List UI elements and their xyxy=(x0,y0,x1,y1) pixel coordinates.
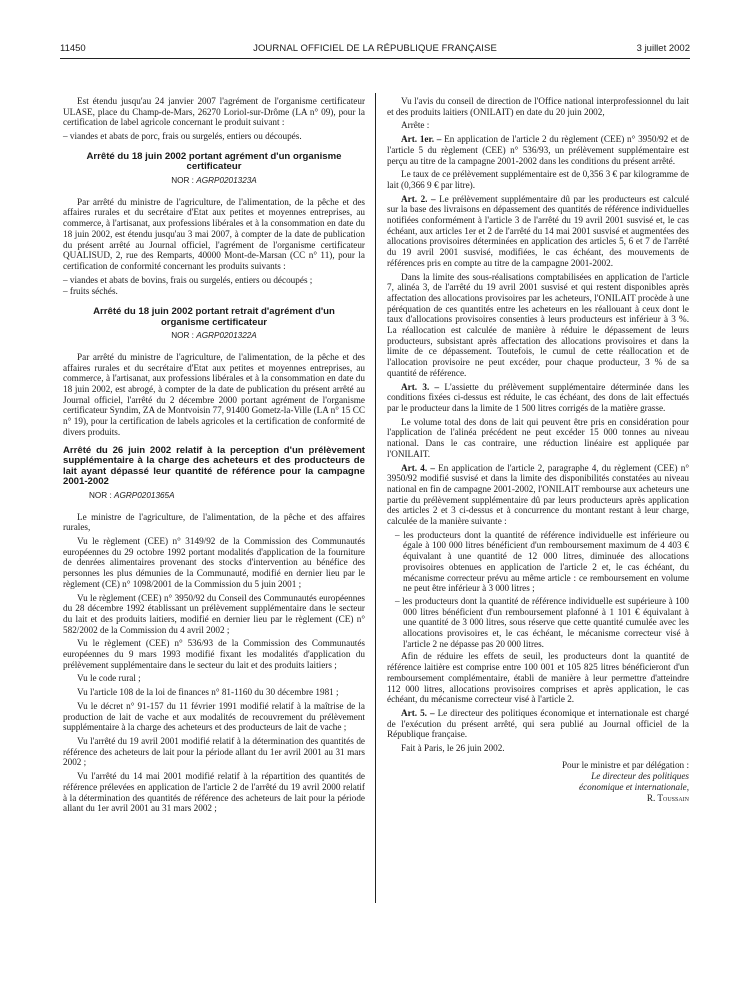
left-column xyxy=(63,96,365,817)
article-paragraph: Le volume total des dons de lait qui peuvent être pris en considération pour l'application de l'alinéa précédent ne peut excéder 15 000 tonnes au niveau national. Dans le cas contraire, une réduction linéaire est appliquée par l'ONILAIT. xyxy=(387,416,689,459)
decree-title: Arrêté du 18 juin 2002 portant retrait d'agrément d'un organisme certificateur xyxy=(93,306,335,328)
product-list-item: – fruits séchés. xyxy=(63,286,118,297)
page-header xyxy=(60,43,690,57)
article-4: Art. 4. – En application de l'article 2, paragraphe 4, du règlement (CEE) n° 3950/92 modifié susvisé et dans la limite des disponibilités constatées au niveau national en fin de campagne 2001-2002, l'ONILAIT rembourse aux acheteurs une partie du prélèvement supplémentaire dû par leurs producteurs après application des articles 2 et 3 ci-dessus et à concurrence du montant restant à leur charge, calculée de la manière suivante : xyxy=(387,462,689,527)
page-number: 11450 xyxy=(60,43,86,54)
citation-paragraph: Vu l'article 108 de la loi de finances n° 81-1160 du 30 décembre 1981 ; xyxy=(77,687,339,698)
decree-body: Par arrêté du ministre de l'agriculture, de l'alimentation, de la pêche et des affaires rurales et du secrétaire d'Etat aux petites et moyennes entreprises, au commerce, à l'artisanat, aux professions libérales et à la consommation en date du 18 juin 2002, est abrogé, à compter de la date de publication du présent arrêté au Journal officiel, l'arrêté du 2 décembre 2000 portant agrément de l'organisme certificateur Syndim, ZA de Montvoisin 77, 91400 Gometz-la-Ville (LA n° 15 CC n° 19), pour la certification de labels agricoles et la certification de conformité de divers produits. xyxy=(63,351,365,437)
signature-delegation: Pour le ministre et par délégation : xyxy=(561,759,689,770)
citation-paragraph: Vu le décret n° 91-157 du 11 février 1991 modifié relatif à la maîtrise de la production de lait de vache et aux modalités de recouvrement du prélèvement supplémentaire à la charge des acheteurs et des producteurs de lait de vache ; xyxy=(63,700,365,733)
citation-paragraph: Vu l'arrêté du 19 avril 2001 modifié relatif à la détermination des quantités de référence des acheteurs de lait pour la période allant du 1er avril 2001 au 31 mars 2002 ; xyxy=(63,735,365,768)
journal-title: JOURNAL OFFICIEL DE LA RÉPUBLIQUE FRANÇAISE xyxy=(253,43,497,54)
article-paragraph: Afin de réduire les effets de seuil, les producteurs dont la quantité de référence laitière est comprise entre 100 001 et 105 825 litres bénéficieront d'un remboursement complémentaire, établi de manière à leur permettre d'atteindre 112 000 litres, allocations provisoires comprises et après application, le cas échéant, du mécanisme correcteur visé à l'article 2. xyxy=(387,651,689,705)
decree-title: Arrêté du 26 juin 2002 relatif à la perception d'un prélèvement supplémentaire à la charge des acheteurs et des producteurs de lait ayant dépassé leur quantité de référence pour la campagne 2001-2002 xyxy=(63,444,365,488)
signature-block xyxy=(387,760,689,804)
citation-paragraph: Vu l'avis du conseil de direction de l'Office national interprofessionnel du lait et des produits laitiers (ONILAIT) en date du 20 juin 2002, xyxy=(387,96,689,117)
article-list-item: – les producteurs dont la quantité de référence individuelle est inférieure ou égale à 100 000 litres bénéficient d'un remboursement maximum de 4 403 € équivalant à une quantité de 12 000 litres, diminuée des allocations provisoires obtenues en application de l'article 2 et, le cas échéant, du mécanisme correcteur prévu au même article : ce remboursement en volume ne peut être inférieur à 3 000 litres ; xyxy=(395,529,689,594)
issue-date: 3 juillet 2002 xyxy=(636,43,690,54)
preamble-paragraph: Le ministre de l'agriculture, de l'alimentation, de la pêche et des affaires rurales, xyxy=(63,511,365,533)
article-3: Art. 3. – L'assiette du prélèvement supplémentaire déterminée dans les conditions fixées ci-dessus est réduite, le cas échéant, des dons de lait effectués par le producteur dans la limite de 1 500 litres corrigés de la matière grasse. xyxy=(387,381,689,413)
citation-paragraph: Vu le règlement (CEE) n° 3950/92 du Conseil des Communautés européennes du 28 décembre 1992 établissant un prélèvement supplémentaire dans le secteur du lait et des produits laitiers, modifié en dernier lieu par le règlement (CE) n° 582/2002 de la Commission du 4 avril 2002 ; xyxy=(63,592,365,635)
nor-reference: NOR : AGRP0201365A xyxy=(89,490,175,500)
header-rule xyxy=(60,58,690,59)
citation-paragraph: Vu l'arrêté du 14 mai 2001 modifié relatif à la répartition des quantités de référence prélevées en application de l'article 2 de l'arrêté du 19 avril 2000 relatif à la détermination des quantités de référence des acheteurs de lait pour la période allant du 1er avril 2001 au 31 mars 2002 ; xyxy=(63,771,365,814)
decree-body: Par arrêté du ministre de l'agriculture, de l'alimentation, de la pêche et des affaires rurales et du secrétaire d'Etat aux petites et moyennes entreprises, au commerce, à l'artisanat, aux professions libérales et à la consommation en date du 18 juin 2002, est étendu jusqu'au 3 mai 2007, à compter de la date de publication du présent arrêté au Journal officiel, l'agrément de l'organisme certificateur QUALISUD, 2, rue des Remparts, 40000 Mont-de-Marsan (CC n° 11), pour la certification de conformité concernant les produits suivants : xyxy=(63,196,365,271)
article-paragraph: Dans la limite des sous-réalisations comptabilisées en application de l'article 7, alinéa 3, de l'arrêté du 19 avril 2001 susvisé et qui restent disponibles après affectation des allocations provisoires par les acheteurs, l'ONILAIT procède à une péréquation de ces quantités entre les acheteurs en les réallouant à ceux dont le taux d'allocations provisoires consenties à leurs producteurs est inférieur à 3 %. La réallocation est calculée de manière à réduire le dépassement de leurs producteurs, subsistant après affectation des allocations provisoires et dans la limite de ce dépassement. Toutefois, le cumul de cette réallocation et de l'allocation provisoire ne peut excéder, pour chaque producteur, 3 % de sa quantité de référence. xyxy=(387,271,689,378)
citation-paragraph: Vu le règlement (CEE) n° 536/93 de la Commission des Communautés européennes du 9 mars 1993 modifié fixant les modalités d'application du prélèvement supplémentaire dans le secteur du lait et des produits laitiers ; xyxy=(63,638,365,670)
right-column xyxy=(387,96,689,804)
nor-reference: NOR : AGRP0201322A xyxy=(171,331,257,341)
arrete-heading: Arrête : xyxy=(401,120,430,131)
article-5: Art. 5. – Le directeur des politiques économique et internationale est chargé de l'exécution du présent arrêté, qui sera publié au Journal officiel de la République française. xyxy=(387,707,689,740)
intro-paragraph: Est étendu jusqu'au 24 janvier 2007 l'agrément de l'organisme certificateur ULASE, place du Champ-de-Mars, 26270 Loriol-sur-Drôme (LA n° 09), pour la certification de label agricole concernant le produit suivant : xyxy=(63,96,365,128)
article-1: Art. 1er. – En application de l'article 2 du règlement (CEE) n° 3950/92 et de l'article 5 du règlement (CEE) n° 536/93, un prélèvement supplémentaire est perçu au titre de la campagne 2001-2002 dans les conditions du présent arrêté. xyxy=(387,134,689,166)
citation-paragraph: Vu le règlement (CEE) n° 3149/92 de la Commission des Communautés européennes du 29 octobre 1992 portant modalités d'application de la fourniture de denrées alimentaires provenant des stocks d'intervention au bénéfice des personnes les plus démunies de la Communauté, modifié en dernier lieu par le règlement (CE) n° 1098/2001 de la Commission du 5 juin 2001 ; xyxy=(63,536,365,589)
column-divider xyxy=(375,93,376,903)
signatory-name: R. Toussain xyxy=(646,792,689,803)
article-list-item: – les producteurs dont la quantité de référence individuelle est supérieure à 100 000 litres bénéficient d'un remboursement plafonné à 1 101 € équivalant à une quantité de 3 000 litres, sous réserve que cette quantité cumulée avec les allocations provisoires et, le cas échéant, le mécanisme correcteur visé à l'article 2 ne dépasse pas 20 000 litres. xyxy=(395,595,689,649)
article-paragraph: Le taux de ce prélèvement supplémentaire est de 0,356 3 € par kilogramme de lait (0,366 9 € par litre). xyxy=(387,169,689,190)
product-list-item: – viandes et abats de bovins, frais ou surgelés, entiers ou découpés ; xyxy=(63,274,313,285)
decree-title: Arrêté du 18 juin 2002 portant agrément d'un organisme certificateur xyxy=(86,150,342,173)
signature-title-line-1: Le directeur des politiques xyxy=(591,770,689,781)
citation-paragraph: Vu le code rural ; xyxy=(77,673,141,684)
nor-reference: NOR : AGRP0201323A xyxy=(171,176,257,185)
article-2: Art. 2. – Le prélèvement supplémentaire dû par les producteurs est calculé sur la base des livraisons en dépassement des quantités de référence individuelles notifiées conformément à l'article 3 de l'arrêté du 19 avril 2001 susvisé et, le cas échéant, aux articles 1er et 2 de l'arrêté du 14 mai 2001 susvisé et augmentées des allocations provisoires déterminées en application des articles 5, 6 et 7 de l'arrêté du 19 avril 2001 susvisé, modifiées, le cas échéant, des mouvements de références pris en compte au titre de la campagne 2001-2002. xyxy=(387,193,689,268)
intro-list-item: – viandes et abats de porc, frais ou surgelés, entiers ou découpés. xyxy=(63,131,302,142)
signing-place-date: Fait à Paris, le 26 juin 2002. xyxy=(401,743,505,754)
signature-title-line-2: économique et internationale, xyxy=(579,781,689,792)
